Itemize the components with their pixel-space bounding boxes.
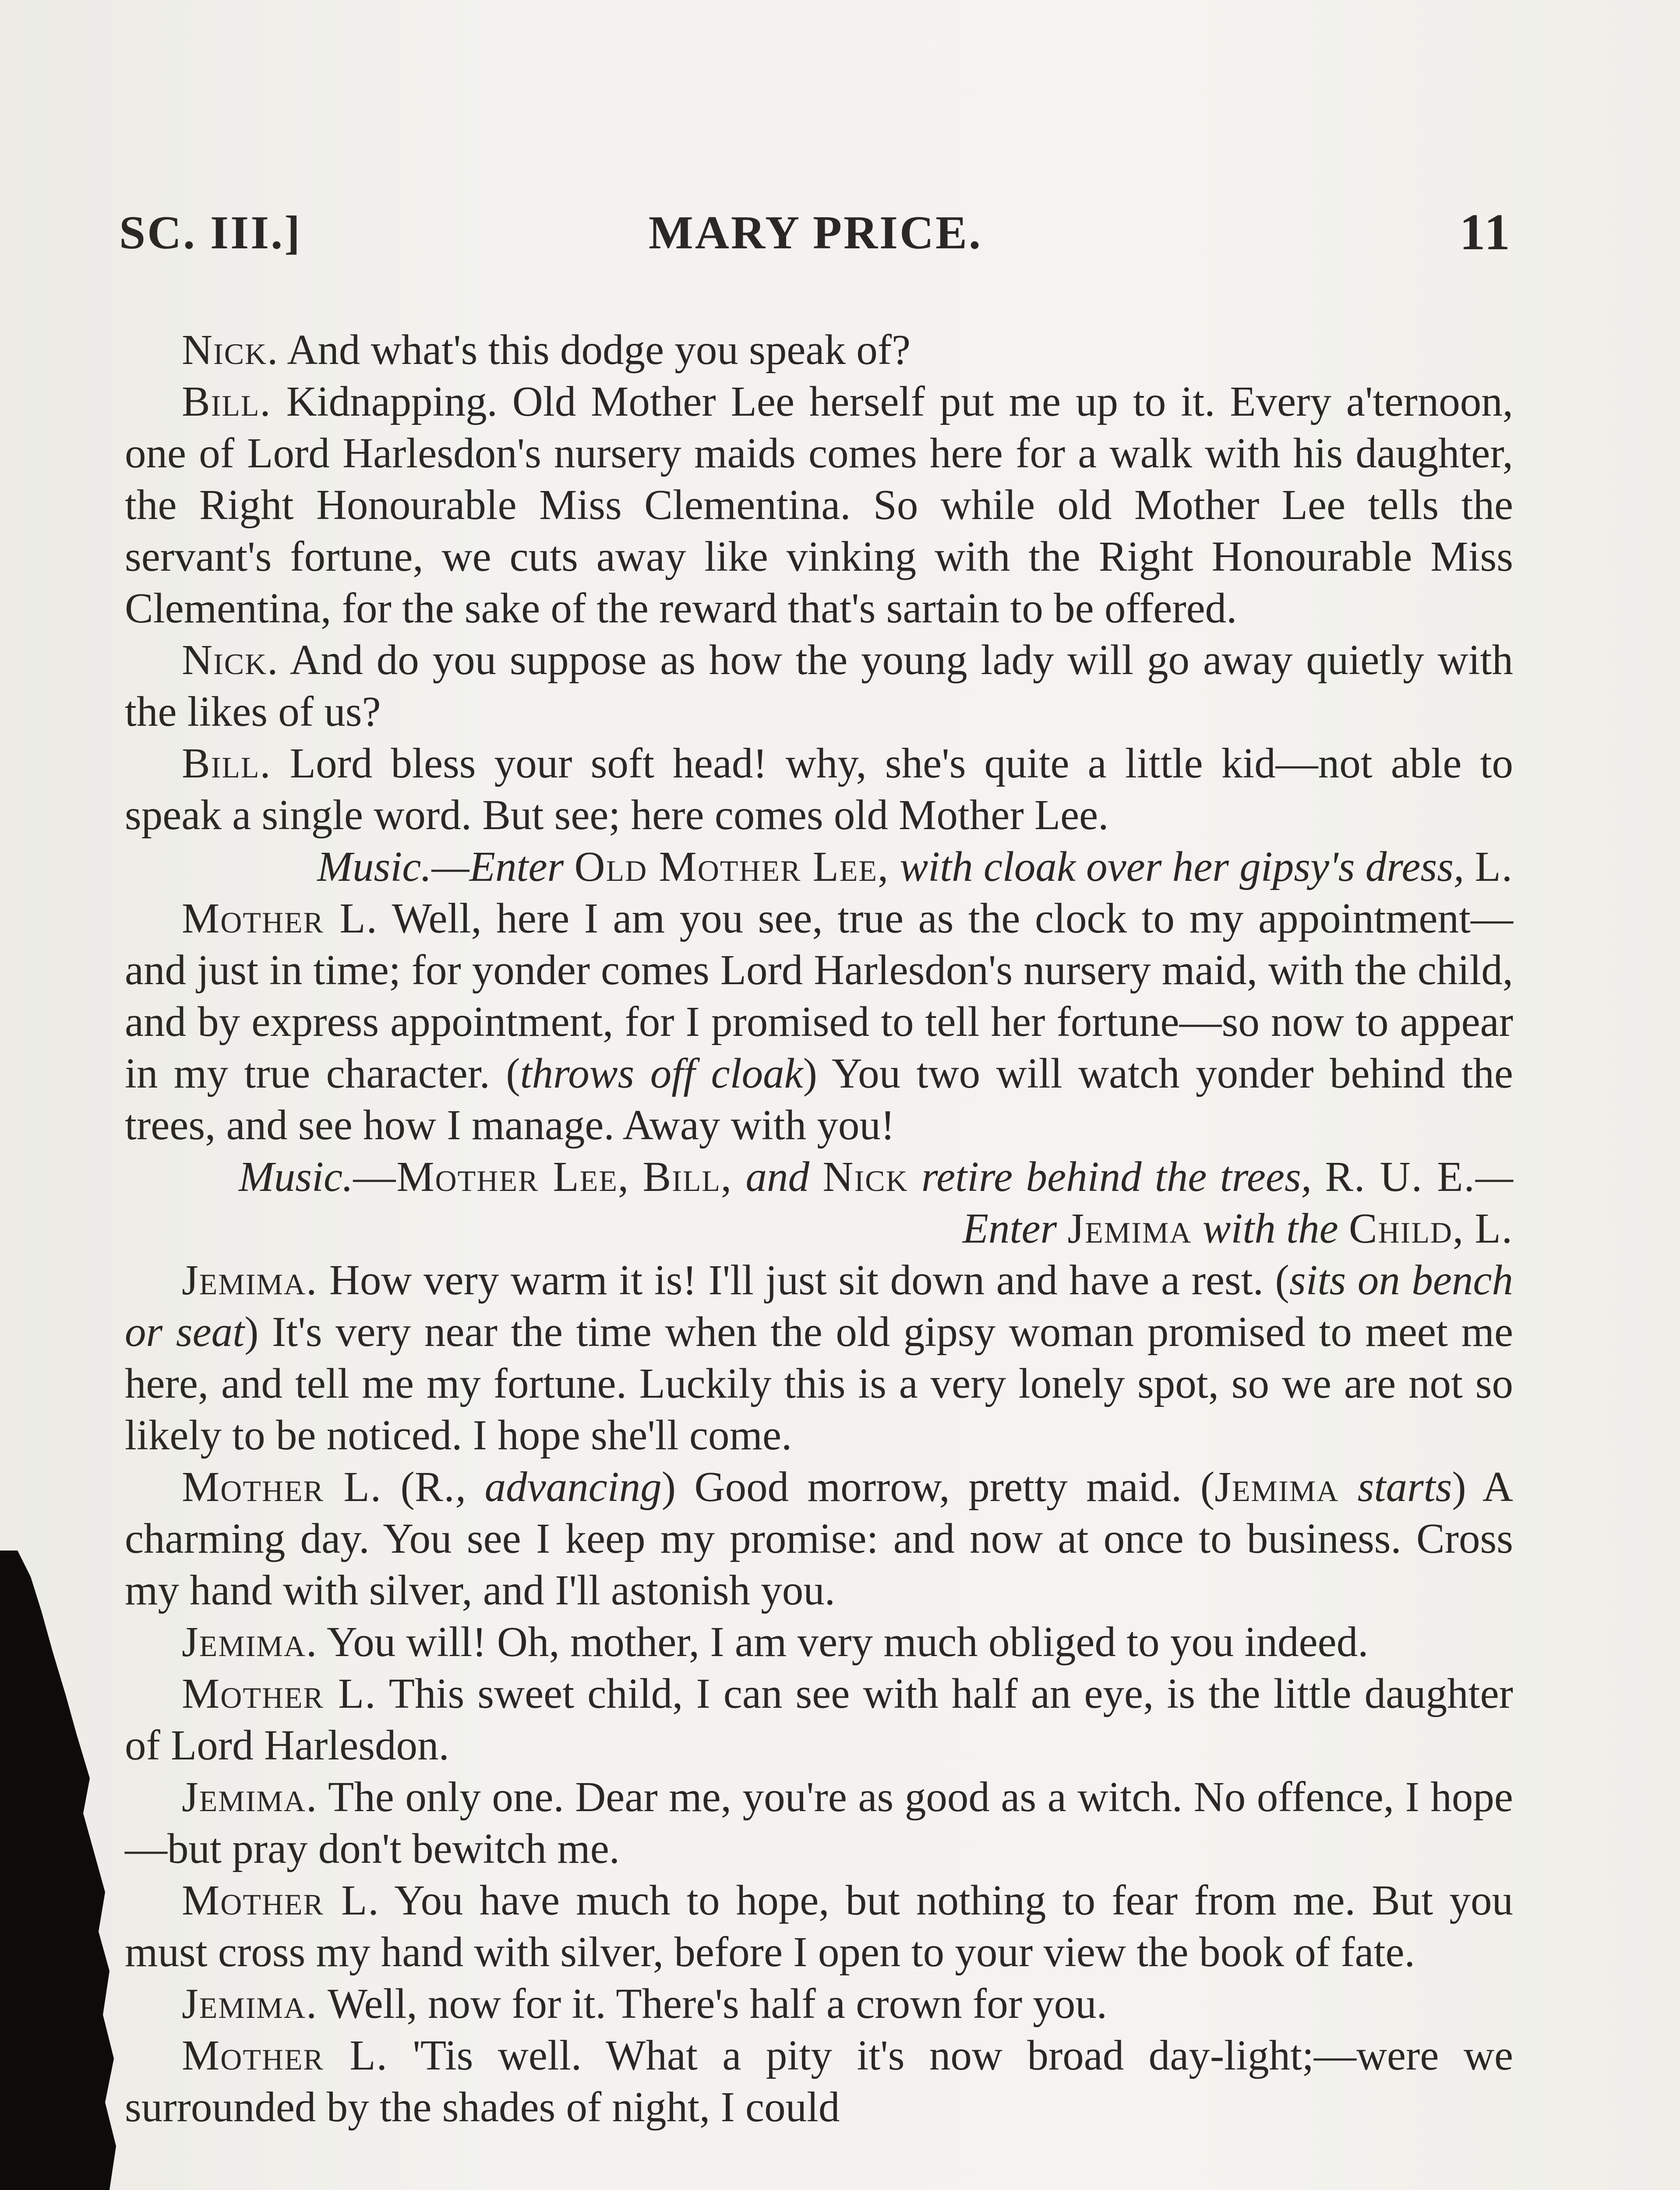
dialogue-paragraph	[125, 893, 1513, 1151]
character-name: Child,	[1348, 1205, 1465, 1252]
dialogue-text: Well, now for it. There's half a crown for you.	[318, 1980, 1108, 2027]
dialogue-paragraph	[125, 634, 1513, 738]
speaker-name: Bill.	[182, 740, 272, 787]
stage-direction-inline: , advancing	[455, 1463, 662, 1510]
dialogue-paragraph	[125, 1461, 1513, 1616]
dialogue-paragraph	[125, 1875, 1513, 1978]
speaker-name: Mother L.	[182, 1463, 382, 1510]
dialogue-text: ) Good morrow, pretty maid. (	[661, 1463, 1215, 1510]
dialogue-text: ) It's very near the time when the old gipsy woman promised to meet me here, and tell me my fortune. Luckily this is a very lonely spot, so we are not so likely to be noticed. I hope she'll come.	[125, 1308, 1514, 1459]
speaker-name: Nick.	[182, 636, 279, 683]
dialogue-text: How very warm it is! I'll just sit down and have a rest. (	[318, 1257, 1289, 1303]
dialogue-text: And do you suppose as how the young lady will go away quietly with the likes of us?	[125, 636, 1513, 735]
conjunction: and	[745, 1153, 810, 1200]
dialogue-text: This sweet child, I can see with half an eye, is the little daughter of Lord Harlesdon.	[125, 1670, 1513, 1769]
dialogue-text: Lord bless your soft head! why, she's quite a little kid—not able to speak a single word. But see; here comes old Mother Lee.	[125, 740, 1513, 838]
dialogue-text: 'Tis well. What a pity it's now broad day-light;—were we surrounded by the shades of night, I could	[125, 2032, 1513, 2130]
dialogue-paragraph	[125, 1254, 1513, 1461]
stage-position: L.	[1475, 843, 1513, 890]
character-name: Nick	[822, 1153, 908, 1200]
direction-text: retire behind the trees,	[921, 1153, 1312, 1200]
dialogue-text: (	[381, 1463, 415, 1510]
dialogue-text: ) A charming day. You see I keep my promise: and now at once to business. Cross my hand with silver, and I'll astonish you.	[125, 1463, 1513, 1614]
dialogue-text: The only one. Dear me, you're as good as a witch. No offence, I hope—but pray don't bewitch me.	[125, 1773, 1513, 1872]
music-cue: Music.	[239, 1153, 353, 1200]
speaker-name: Nick.	[182, 326, 279, 373]
speaker-name: Mother L.	[182, 2032, 388, 2079]
body-text	[125, 324, 1513, 2133]
speaker-name: Jemima.	[182, 1618, 318, 1665]
character-name: Jemima	[1214, 1463, 1339, 1510]
stage-direction-inline: throws off cloak	[520, 1050, 803, 1097]
speaker-name: Jemima.	[182, 1980, 318, 2027]
character-name: —Mother Lee,	[353, 1153, 630, 1200]
dialogue-paragraph	[125, 738, 1513, 841]
music-cue: Music.	[317, 843, 432, 890]
running-header	[119, 203, 1512, 267]
dialogue-text: You will! Oh, mother, I am very much obliged to you indeed.	[318, 1618, 1369, 1665]
direction-text: with the	[1202, 1205, 1338, 1252]
speaker-name: Mother L.	[182, 1877, 380, 1924]
enter-cue: —Enter	[962, 1153, 1514, 1252]
stage-direction	[125, 1151, 1513, 1254]
dialogue-paragraph	[125, 1978, 1513, 2030]
dialogue-text: And what's this dodge you speak of?	[279, 326, 911, 373]
dialogue-paragraph	[125, 1616, 1513, 1668]
stage-direction-inline: starts	[1339, 1463, 1452, 1510]
stage-direction-inline: sits on bench or seat	[125, 1257, 1513, 1355]
stage-position: R.	[414, 1463, 455, 1510]
dialogue-paragraph	[125, 324, 1513, 376]
dialogue-text: ) You two will watch yonder behind the trees, and see how I manage. Away with you!	[125, 1050, 1513, 1148]
speaker-name: Jemima.	[182, 1257, 318, 1303]
dialogue-paragraph	[125, 1771, 1513, 1875]
dialogue-paragraph	[125, 376, 1513, 634]
character-name: Old Mother Lee,	[574, 843, 889, 890]
speaker-name: Mother L.	[182, 895, 378, 942]
dialogue-paragraph	[125, 2030, 1513, 2133]
running-title: MARY PRICE.	[648, 207, 983, 259]
scene-label: SC. III.]	[119, 207, 302, 259]
dialogue-paragraph	[125, 1668, 1513, 1771]
dialogue-text: Kidnapping. Old Mother Lee herself put me up to it. Every a'ternoon, one of Lord Harlesdon's nursery maids comes here for a walk with his daughter, the Right Honourable Miss Clementina. So while old Mother Lee tells the servant's fortune, we cuts away like vinking with the Right Honourable Miss Clementina, for the sake of the reward that's sartain to be offered.	[125, 378, 1513, 632]
dialogue-text: You have much to hope, but nothing to fear from me. But you must cross my hand with silver, before I open to your view the book of fate.	[125, 1877, 1513, 1975]
page-number: 11	[1459, 203, 1512, 261]
speaker-name: Bill.	[182, 378, 272, 425]
stage-position: L.	[1475, 1205, 1513, 1252]
dialogue-text: Well, here I am you see, true as the clock to my appointment—and just in time; for yonder comes Lord Harlesdon's nursery maid, with the child, and by express appointment, for I promised to tell her fortune—so now to appear in my true character. (	[125, 895, 1513, 1097]
torn-page-edge	[0, 1551, 145, 2190]
stage-direction	[125, 841, 1513, 893]
direction-text: with cloak over her gipsy's dress,	[900, 843, 1465, 890]
character-name: Bill,	[642, 1153, 733, 1200]
enter-cue: —Enter	[431, 843, 564, 890]
stage-position: R. U. E.	[1325, 1153, 1475, 1200]
character-name: Jemima	[1067, 1205, 1192, 1252]
speaker-name: Mother L.	[182, 1670, 377, 1717]
speaker-name: Jemima.	[182, 1773, 318, 1820]
